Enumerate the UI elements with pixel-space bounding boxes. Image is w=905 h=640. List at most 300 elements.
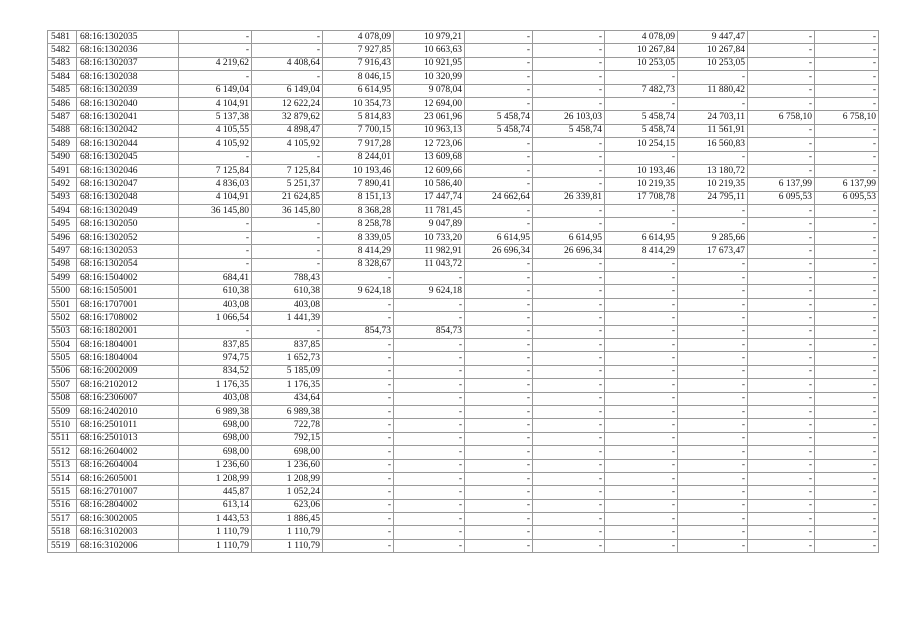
cadastral-number-cell: 68:16:2002009 — [77, 365, 179, 378]
value-col-7-cell: 7 482,73 — [605, 84, 678, 97]
value-col-4-cell: - — [394, 459, 465, 472]
row-number-cell: 5501 — [48, 298, 77, 311]
value-col-6-cell: 5 458,74 — [533, 124, 605, 137]
value-col-7-cell: - — [605, 97, 678, 110]
value-col-6-cell: - — [533, 432, 605, 445]
value-col-4-cell: 10 586,40 — [394, 178, 465, 191]
value-col-9-cell: 6 095,53 — [748, 191, 815, 204]
value-col-8-cell: - — [678, 352, 748, 365]
cadastral-number-cell: 68:16:1302044 — [77, 138, 179, 151]
value-col-10-cell: - — [815, 218, 879, 231]
row-number-cell: 5491 — [48, 164, 77, 177]
value-col-10-cell: - — [815, 338, 879, 351]
value-col-1-cell: - — [179, 325, 252, 338]
value-col-4-cell: - — [394, 419, 465, 432]
cadastral-number-cell: 68:16:1302053 — [77, 245, 179, 258]
value-col-10-cell: - — [815, 231, 879, 244]
cadastral-number-cell: 68:16:2604002 — [77, 446, 179, 459]
value-col-3-cell: - — [323, 338, 394, 351]
value-col-5-cell: - — [465, 325, 533, 338]
row-number-cell: 5493 — [48, 191, 77, 204]
value-col-1-cell: 1 110,79 — [179, 526, 252, 539]
value-col-2-cell: 1 886,45 — [252, 513, 323, 526]
table-row — [48, 526, 879, 539]
cadastral-number-cell: 68:16:1302041 — [77, 111, 179, 124]
value-col-9-cell: - — [748, 164, 815, 177]
value-col-9-cell: - — [748, 499, 815, 512]
value-col-6-cell: - — [533, 325, 605, 338]
value-col-3-cell: 4 078,09 — [323, 31, 394, 44]
table-row — [48, 31, 879, 44]
value-col-9-cell: - — [748, 352, 815, 365]
table-row — [48, 379, 879, 392]
value-col-1-cell: 1 208,99 — [179, 472, 252, 485]
value-col-3-cell: - — [323, 312, 394, 325]
cadastral-number-cell: 68:16:2604004 — [77, 459, 179, 472]
value-col-8-cell: - — [678, 218, 748, 231]
value-col-5-cell: - — [465, 138, 533, 151]
row-number-cell: 5510 — [48, 419, 77, 432]
value-col-9-cell: - — [748, 392, 815, 405]
table-row — [48, 513, 879, 526]
cadastral-number-cell: 68:16:1302047 — [77, 178, 179, 191]
table-row — [48, 231, 879, 244]
value-col-1-cell: 5 137,38 — [179, 111, 252, 124]
value-col-8-cell: - — [678, 419, 748, 432]
value-col-5-cell: - — [465, 312, 533, 325]
value-col-5-cell: - — [465, 298, 533, 311]
cadastral-number-cell: 68:16:1302049 — [77, 205, 179, 218]
value-col-2-cell: 6 149,04 — [252, 84, 323, 97]
cadastral-number-cell: 68:16:2102012 — [77, 379, 179, 392]
value-col-2-cell: 792,15 — [252, 432, 323, 445]
row-number-cell: 5498 — [48, 258, 77, 271]
cadastral-number-cell: 68:16:1302042 — [77, 124, 179, 137]
value-col-2-cell: 623,06 — [252, 499, 323, 512]
value-col-5-cell: - — [465, 218, 533, 231]
value-col-4-cell: - — [394, 499, 465, 512]
value-col-6-cell: - — [533, 97, 605, 110]
value-col-2-cell: 36 145,80 — [252, 205, 323, 218]
row-number-cell: 5489 — [48, 138, 77, 151]
value-col-1-cell: 1 236,60 — [179, 459, 252, 472]
value-col-7-cell: 10 193,46 — [605, 164, 678, 177]
value-col-5-cell: - — [465, 405, 533, 418]
value-col-8-cell: - — [678, 472, 748, 485]
value-col-1-cell: 36 145,80 — [179, 205, 252, 218]
value-col-1-cell: 834,52 — [179, 365, 252, 378]
value-col-9-cell: - — [748, 84, 815, 97]
value-col-10-cell: - — [815, 419, 879, 432]
cadastral-number-cell: 68:16:1804001 — [77, 338, 179, 351]
value-col-10-cell: 6 095,53 — [815, 191, 879, 204]
value-col-1-cell: - — [179, 44, 252, 57]
value-col-10-cell: - — [815, 84, 879, 97]
value-col-7-cell: - — [605, 486, 678, 499]
value-col-5-cell: - — [465, 151, 533, 164]
value-col-5-cell: - — [465, 285, 533, 298]
row-number-cell: 5482 — [48, 44, 77, 57]
value-col-4-cell: - — [394, 338, 465, 351]
value-col-9-cell: - — [748, 432, 815, 445]
cadastral-number-cell: 68:16:3102006 — [77, 539, 179, 552]
value-col-5-cell: - — [465, 499, 533, 512]
value-col-9-cell: - — [748, 486, 815, 499]
cadastral-number-cell: 68:16:1802001 — [77, 325, 179, 338]
value-col-10-cell: - — [815, 285, 879, 298]
value-col-4-cell: 11 043,72 — [394, 258, 465, 271]
value-col-7-cell: - — [605, 312, 678, 325]
value-col-2-cell: 6 989,38 — [252, 405, 323, 418]
row-number-cell: 5509 — [48, 405, 77, 418]
value-col-6-cell: - — [533, 151, 605, 164]
table-row — [48, 191, 879, 204]
row-number-cell: 5484 — [48, 71, 77, 84]
value-col-2-cell: 837,85 — [252, 338, 323, 351]
cadastral-number-cell: 68:16:1302036 — [77, 44, 179, 57]
value-col-5-cell: - — [465, 432, 533, 445]
value-col-10-cell: - — [815, 405, 879, 418]
value-col-1-cell: 698,00 — [179, 432, 252, 445]
table-row — [48, 71, 879, 84]
value-col-1-cell: 974,75 — [179, 352, 252, 365]
cadastral-number-cell: 68:16:3002005 — [77, 513, 179, 526]
table-row — [48, 419, 879, 432]
row-number-cell: 5481 — [48, 31, 77, 44]
value-col-4-cell: - — [394, 405, 465, 418]
value-col-10-cell: 6 758,10 — [815, 111, 879, 124]
value-col-2-cell: 698,00 — [252, 446, 323, 459]
value-col-4-cell: 854,73 — [394, 325, 465, 338]
value-col-1-cell: 684,41 — [179, 272, 252, 285]
value-col-7-cell: 17 708,78 — [605, 191, 678, 204]
value-col-8-cell: 16 560,83 — [678, 138, 748, 151]
value-col-5-cell: - — [465, 379, 533, 392]
row-number-cell: 5512 — [48, 446, 77, 459]
value-col-6-cell: - — [533, 379, 605, 392]
value-col-5-cell: - — [465, 31, 533, 44]
value-col-2-cell: 1 110,79 — [252, 539, 323, 552]
value-col-3-cell: 7 927,85 — [323, 44, 394, 57]
value-col-7-cell: - — [605, 446, 678, 459]
value-col-3-cell: - — [323, 365, 394, 378]
value-col-6-cell: - — [533, 539, 605, 552]
value-col-5-cell: 24 662,64 — [465, 191, 533, 204]
row-number-cell: 5500 — [48, 285, 77, 298]
value-col-9-cell: - — [748, 124, 815, 137]
value-col-9-cell: - — [748, 338, 815, 351]
value-col-9-cell: - — [748, 298, 815, 311]
value-col-1-cell: 4 219,62 — [179, 57, 252, 70]
cadastral-number-cell: 68:16:2306007 — [77, 392, 179, 405]
value-col-8-cell: - — [678, 526, 748, 539]
value-col-2-cell: 610,38 — [252, 285, 323, 298]
value-col-10-cell: - — [815, 392, 879, 405]
value-col-6-cell: - — [533, 472, 605, 485]
value-col-5-cell: - — [465, 44, 533, 57]
value-col-10-cell: - — [815, 272, 879, 285]
row-number-cell: 5485 — [48, 84, 77, 97]
table-row — [48, 432, 879, 445]
value-col-2-cell: - — [252, 231, 323, 244]
value-col-4-cell: 10 320,99 — [394, 71, 465, 84]
value-col-2-cell: 1 208,99 — [252, 472, 323, 485]
value-col-5-cell: - — [465, 472, 533, 485]
table-row — [48, 539, 879, 552]
value-col-1-cell: - — [179, 245, 252, 258]
value-col-8-cell: - — [678, 272, 748, 285]
value-col-7-cell: - — [605, 272, 678, 285]
value-col-9-cell: - — [748, 245, 815, 258]
value-col-6-cell: - — [533, 205, 605, 218]
value-col-8-cell: - — [678, 486, 748, 499]
value-col-2-cell: - — [252, 218, 323, 231]
value-col-4-cell: 11 982,91 — [394, 245, 465, 258]
value-col-7-cell: - — [605, 432, 678, 445]
row-number-cell: 5515 — [48, 486, 77, 499]
value-col-5-cell: - — [465, 71, 533, 84]
value-col-10-cell: - — [815, 298, 879, 311]
value-col-1-cell: 1 176,35 — [179, 379, 252, 392]
value-col-8-cell: 10 267,84 — [678, 44, 748, 57]
value-col-9-cell: - — [748, 57, 815, 70]
value-col-9-cell: - — [748, 446, 815, 459]
value-col-7-cell: - — [605, 365, 678, 378]
value-col-9-cell: - — [748, 71, 815, 84]
value-col-10-cell: - — [815, 325, 879, 338]
row-number-cell: 5496 — [48, 231, 77, 244]
row-number-cell: 5492 — [48, 178, 77, 191]
value-col-8-cell: 17 673,47 — [678, 245, 748, 258]
value-col-7-cell: - — [605, 218, 678, 231]
row-number-cell: 5503 — [48, 325, 77, 338]
value-col-3-cell: - — [323, 459, 394, 472]
value-col-4-cell: 9 047,89 — [394, 218, 465, 231]
row-number-cell: 5490 — [48, 151, 77, 164]
value-col-10-cell: - — [815, 539, 879, 552]
value-col-1-cell: 837,85 — [179, 338, 252, 351]
table-row — [48, 97, 879, 110]
value-col-1-cell: - — [179, 258, 252, 271]
value-col-4-cell: 11 781,45 — [394, 205, 465, 218]
value-col-7-cell: 5 458,74 — [605, 111, 678, 124]
value-col-3-cell: 8 046,15 — [323, 71, 394, 84]
value-col-7-cell: - — [605, 338, 678, 351]
value-col-1-cell: 1 110,79 — [179, 539, 252, 552]
value-col-1-cell: 698,00 — [179, 419, 252, 432]
cadastral-number-cell: 68:16:1505001 — [77, 285, 179, 298]
value-col-6-cell: - — [533, 31, 605, 44]
value-col-4-cell: - — [394, 379, 465, 392]
value-col-7-cell: - — [605, 392, 678, 405]
value-col-8-cell: - — [678, 513, 748, 526]
value-col-9-cell: 6 758,10 — [748, 111, 815, 124]
value-col-6-cell: - — [533, 486, 605, 499]
value-col-4-cell: - — [394, 486, 465, 499]
value-col-6-cell: - — [533, 138, 605, 151]
value-col-6-cell: - — [533, 365, 605, 378]
value-col-8-cell: - — [678, 325, 748, 338]
value-col-6-cell: - — [533, 298, 605, 311]
value-col-8-cell: 10 219,35 — [678, 178, 748, 191]
table-row — [48, 111, 879, 124]
value-col-2-cell: 4 898,47 — [252, 124, 323, 137]
row-number-cell: 5511 — [48, 432, 77, 445]
value-col-7-cell: - — [605, 499, 678, 512]
value-col-10-cell: - — [815, 245, 879, 258]
value-col-6-cell: - — [533, 352, 605, 365]
value-col-6-cell: 6 614,95 — [533, 231, 605, 244]
row-number-cell: 5486 — [48, 97, 77, 110]
row-number-cell: 5495 — [48, 218, 77, 231]
cadastral-number-cell: 68:16:1302046 — [77, 164, 179, 177]
value-col-5-cell: - — [465, 459, 533, 472]
value-col-7-cell: - — [605, 298, 678, 311]
value-col-10-cell: - — [815, 486, 879, 499]
value-col-9-cell: - — [748, 472, 815, 485]
value-col-8-cell: - — [678, 97, 748, 110]
value-col-2-cell: - — [252, 258, 323, 271]
value-col-10-cell: - — [815, 138, 879, 151]
value-col-4-cell: - — [394, 526, 465, 539]
value-col-6-cell: - — [533, 57, 605, 70]
value-col-8-cell: 13 180,72 — [678, 164, 748, 177]
value-col-1-cell: 4 104,91 — [179, 97, 252, 110]
value-col-6-cell: - — [533, 44, 605, 57]
value-col-3-cell: - — [323, 432, 394, 445]
value-col-5-cell: - — [465, 486, 533, 499]
value-col-8-cell: 9 447,47 — [678, 31, 748, 44]
value-col-9-cell: - — [748, 365, 815, 378]
cadastral-number-cell: 68:16:1302040 — [77, 97, 179, 110]
table-row — [48, 44, 879, 57]
value-col-10-cell: - — [815, 151, 879, 164]
value-col-5-cell: 5 458,74 — [465, 124, 533, 137]
value-col-9-cell: - — [748, 151, 815, 164]
value-col-3-cell: - — [323, 392, 394, 405]
value-col-7-cell: 10 219,35 — [605, 178, 678, 191]
table-row — [48, 138, 879, 151]
value-col-7-cell: - — [605, 325, 678, 338]
value-col-1-cell: 6 989,38 — [179, 405, 252, 418]
value-col-1-cell: 1 443,53 — [179, 513, 252, 526]
value-col-9-cell: - — [748, 231, 815, 244]
value-col-8-cell: - — [678, 459, 748, 472]
value-col-6-cell: - — [533, 272, 605, 285]
value-col-8-cell: - — [678, 71, 748, 84]
value-col-7-cell: - — [605, 539, 678, 552]
value-col-2-cell: - — [252, 71, 323, 84]
value-col-6-cell: 26 696,34 — [533, 245, 605, 258]
value-col-8-cell: 10 253,05 — [678, 57, 748, 70]
value-col-7-cell: - — [605, 513, 678, 526]
row-number-cell: 5516 — [48, 499, 77, 512]
value-col-2-cell: 722,78 — [252, 419, 323, 432]
value-col-3-cell: - — [323, 352, 394, 365]
value-col-1-cell: - — [179, 218, 252, 231]
value-col-3-cell: 7 700,15 — [323, 124, 394, 137]
value-col-4-cell: - — [394, 539, 465, 552]
value-col-2-cell: 5 185,09 — [252, 365, 323, 378]
value-col-2-cell: 4 105,92 — [252, 138, 323, 151]
value-col-3-cell: - — [323, 539, 394, 552]
table-row — [48, 472, 879, 485]
value-col-10-cell: - — [815, 258, 879, 271]
value-col-1-cell: 4 836,03 — [179, 178, 252, 191]
cadastral-number-cell: 68:16:1302039 — [77, 84, 179, 97]
value-col-5-cell: - — [465, 84, 533, 97]
value-col-4-cell: - — [394, 446, 465, 459]
table-row — [48, 164, 879, 177]
value-col-6-cell: - — [533, 459, 605, 472]
value-col-6-cell: - — [533, 392, 605, 405]
data-table — [47, 30, 879, 553]
value-col-5-cell: - — [465, 57, 533, 70]
value-col-6-cell: 26 103,03 — [533, 111, 605, 124]
value-col-1-cell: 4 104,91 — [179, 191, 252, 204]
value-col-9-cell: - — [748, 31, 815, 44]
value-col-1-cell: 1 066,54 — [179, 312, 252, 325]
value-col-10-cell: - — [815, 44, 879, 57]
value-col-10-cell: - — [815, 432, 879, 445]
cadastral-number-cell: 68:16:2804002 — [77, 499, 179, 512]
value-col-4-cell: 12 609,66 — [394, 164, 465, 177]
value-col-3-cell: - — [323, 472, 394, 485]
value-col-8-cell: 9 285,66 — [678, 231, 748, 244]
value-col-4-cell: 23 061,96 — [394, 111, 465, 124]
value-col-3-cell: 7 890,41 — [323, 178, 394, 191]
value-col-4-cell: - — [394, 392, 465, 405]
value-col-10-cell: - — [815, 124, 879, 137]
value-col-7-cell: 10 254,15 — [605, 138, 678, 151]
value-col-9-cell: - — [748, 312, 815, 325]
value-col-7-cell: - — [605, 258, 678, 271]
value-col-9-cell: - — [748, 325, 815, 338]
value-col-5-cell: - — [465, 205, 533, 218]
value-col-3-cell: 8 414,29 — [323, 245, 394, 258]
row-number-cell: 5487 — [48, 111, 77, 124]
value-col-7-cell: 5 458,74 — [605, 124, 678, 137]
value-col-8-cell: 11 561,91 — [678, 124, 748, 137]
value-col-7-cell: - — [605, 151, 678, 164]
value-col-10-cell: - — [815, 459, 879, 472]
value-col-7-cell: 10 267,84 — [605, 44, 678, 57]
value-col-4-cell: - — [394, 272, 465, 285]
value-col-8-cell: - — [678, 298, 748, 311]
value-col-4-cell: - — [394, 472, 465, 485]
value-col-2-cell: 1 652,73 — [252, 352, 323, 365]
value-col-1-cell: 4 105,92 — [179, 138, 252, 151]
value-col-8-cell: - — [678, 499, 748, 512]
value-col-2-cell: 21 624,85 — [252, 191, 323, 204]
value-col-10-cell: - — [815, 31, 879, 44]
value-col-8-cell: 24 795,11 — [678, 191, 748, 204]
value-col-1-cell: 445,87 — [179, 486, 252, 499]
value-col-2-cell: 12 622,24 — [252, 97, 323, 110]
value-col-3-cell: - — [323, 272, 394, 285]
value-col-1-cell: - — [179, 31, 252, 44]
table-row — [48, 392, 879, 405]
row-number-cell: 5494 — [48, 205, 77, 218]
cadastral-number-cell: 68:16:1804004 — [77, 352, 179, 365]
table-row — [48, 178, 879, 191]
table-row — [48, 325, 879, 338]
row-number-cell: 5483 — [48, 57, 77, 70]
value-col-10-cell: - — [815, 57, 879, 70]
row-number-cell: 5504 — [48, 338, 77, 351]
value-col-2-cell: 1 176,35 — [252, 379, 323, 392]
value-col-5-cell: 6 614,95 — [465, 231, 533, 244]
